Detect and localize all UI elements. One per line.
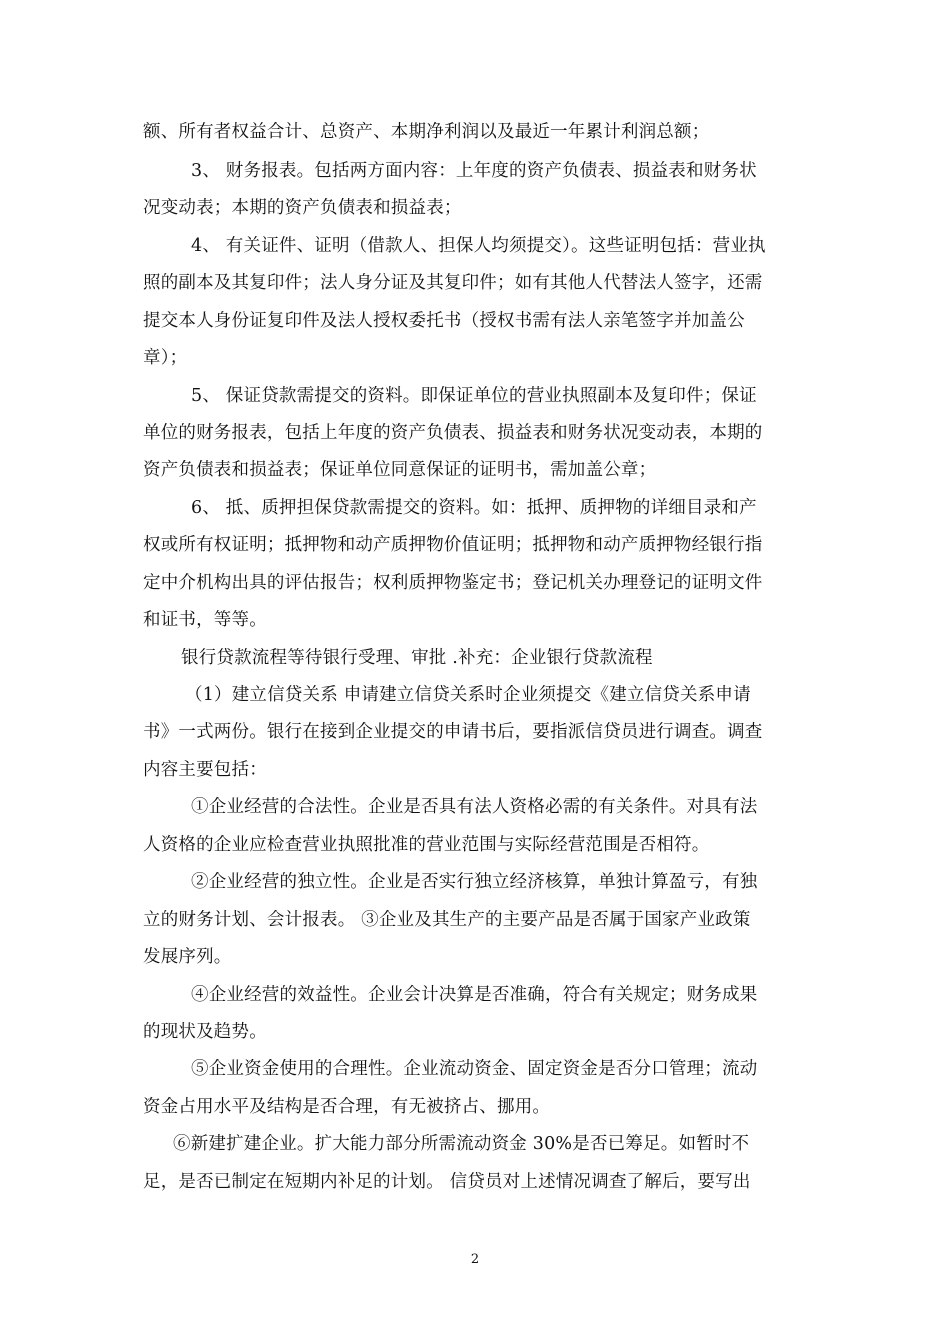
text-line: ⑤企业资金使用的合理性。企业流动资金、固定资金是否分口管理；流动 — [191, 1059, 758, 1079]
text-line: 章）； — [143, 348, 188, 368]
text-line: 银行贷款流程等待银行受理、审批 .补充：企业银行贷款流程 — [181, 648, 653, 668]
text-line: 的现状及趋势。 — [143, 1022, 267, 1042]
text-line: 提交本人身份证复印件及法人授权委托书（授权书需有法人亲笔签字并加盖公 — [143, 311, 745, 331]
text-line: 发展序列。 — [143, 947, 232, 967]
text-line: 5、 保证贷款需提交的资料。即保证单位的营业执照副本及复印件；保证 — [191, 386, 757, 406]
text-line: ④企业经营的效益性。企业会计决算是否准确，符合有关规定；财务成果 — [191, 985, 758, 1005]
text-line: 6、 抵、质押担保贷款需提交的资料。如：抵押、质押物的详细目录和产 — [191, 498, 757, 518]
text-line: 3、 财务报表。包括两方面内容：上年度的资产负债表、损益表和财务状 — [191, 161, 757, 181]
page-number: 2 — [470, 1252, 480, 1267]
text-line: 单位的财务报表，包括上年度的资产负债表、损益表和财务状况变动表，本期的 — [143, 423, 763, 443]
text-line: 和证书，等等。 — [143, 610, 267, 630]
text-line: 定中介机构出具的评估报告；权利质押物鉴定书；登记机关办理登记的证明文件 — [143, 573, 763, 593]
text-line: 人资格的企业应检查营业执照批准的营业范围与实际经营范围是否相符。 — [143, 835, 710, 855]
text-line: 内容主要包括： — [143, 760, 267, 780]
text-line: ⑥新建扩建企业。扩大能力部分所需流动资金 30%是否已筹足。如暂时不 — [173, 1134, 750, 1154]
text-line: ②企业经营的独立性。企业是否实行独立经济核算，单独计算盈亏，有独 — [191, 872, 758, 892]
text-line: 资产负债表和损益表；保证单位同意保证的证明书，需加盖公章； — [143, 460, 657, 480]
text-line: 资金占用水平及结构是否合理，有无被挤占、挪用。 — [143, 1097, 551, 1117]
text-line: （1）建立信贷关系 申请建立信贷关系时企业须提交《建立信贷关系申请 — [185, 685, 751, 705]
text-line: 权或所有权证明；抵押物和动产质押物价值证明；抵押物和动产质押物经银行指 — [143, 535, 763, 555]
text-line: 立的财务计划、会计报表。 ③企业及其生产的主要产品是否属于国家产业政策 — [143, 910, 751, 930]
text-line: 4、 有关证件、证明（借款人、担保人均须提交）。这些证明包括：营业执 — [191, 236, 766, 256]
text-line: 况变动表；本期的资产负债表和损益表； — [143, 198, 462, 218]
text-line: 照的副本及其复印件；法人身分证及其复印件；如有其他人代替法人签字，还需 — [143, 273, 763, 293]
text-line: 足，是否已制定在短期内补足的计划。 信贷员对上述情况调查了解后，要写出 — [143, 1172, 751, 1192]
text-line: 书》一式两份。银行在接到企业提交的申请书后，要指派信贷员进行调查。调查 — [143, 722, 763, 742]
text-line: ①企业经营的合法性。企业是否具有法人资格必需的有关条件。对具有法 — [191, 797, 758, 817]
text-line: 额、所有者权益合计、总资产、本期净利润以及最近一年累计利润总额； — [143, 122, 710, 142]
